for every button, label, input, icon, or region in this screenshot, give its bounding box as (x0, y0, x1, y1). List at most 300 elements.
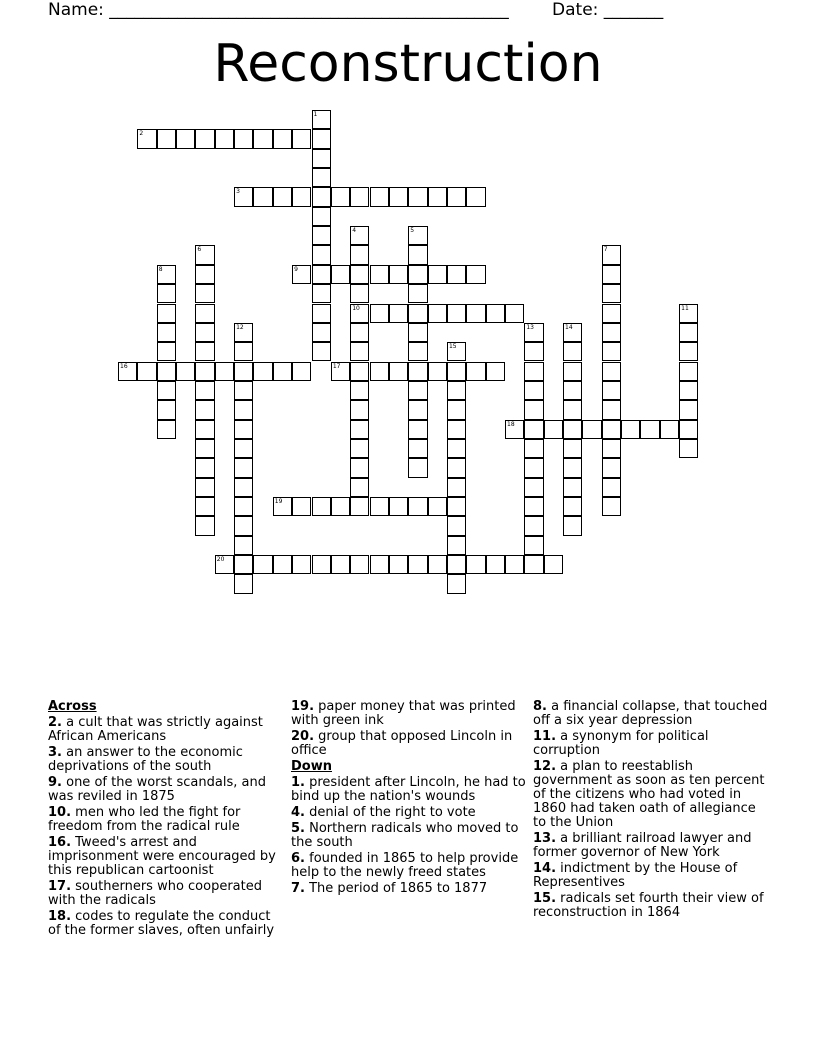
across-heading: Across (48, 699, 97, 714)
grid-cell[interactable] (447, 439, 466, 458)
clue-number-label: 5 (410, 227, 415, 235)
across-clues-part-2 (291, 700, 527, 758)
grid-cell[interactable] (370, 555, 389, 574)
grid-cell[interactable] (350, 478, 369, 497)
grid-cell[interactable] (408, 420, 427, 439)
clue-number: 10. (48, 805, 72, 820)
grid-cell[interactable] (234, 362, 253, 381)
clue-column-1 (48, 700, 284, 940)
down-clues-part-2 (533, 700, 769, 920)
grid-cell[interactable] (195, 400, 214, 419)
grid-cell[interactable] (602, 497, 621, 516)
grid-cell[interactable] (234, 536, 253, 555)
clue-number: 6. (291, 851, 305, 866)
grid-cell[interactable] (524, 555, 543, 574)
clue-text: founded in 1865 to help provide help to the newly freed states (291, 851, 519, 880)
grid-cell[interactable] (602, 284, 621, 303)
down-clues-part-1 (291, 776, 527, 896)
grid-cell[interactable] (370, 497, 389, 516)
grid-cell[interactable] (195, 458, 214, 477)
clue-text: group that opposed Lincoln in office (291, 729, 513, 758)
grid-cell[interactable] (215, 555, 234, 574)
grid-cell[interactable] (292, 129, 311, 148)
clue-number-label: 19 (274, 498, 283, 505)
grid-cell[interactable] (292, 187, 311, 206)
grid-cell[interactable] (428, 497, 447, 516)
grid-cell[interactable] (195, 342, 214, 361)
grid-cell[interactable] (389, 362, 408, 381)
grid-cell[interactable] (447, 304, 466, 323)
grid-cell[interactable] (563, 478, 582, 497)
across-clues-part-1 (48, 716, 284, 938)
clue-text: a brilliant railroad lawyer and former governor of New York (533, 831, 752, 860)
grid-cell[interactable] (234, 516, 253, 535)
grid-cell[interactable] (466, 555, 485, 574)
grid-cell[interactable] (563, 362, 582, 381)
grid-cell[interactable] (195, 265, 214, 284)
grid-cell[interactable] (679, 381, 698, 400)
clue-text: a cult that was strictly against African Americans (48, 715, 263, 744)
grid-cell[interactable] (447, 342, 466, 361)
grid-cell[interactable] (679, 420, 698, 439)
grid-cell[interactable] (253, 187, 272, 206)
grid-cell[interactable] (234, 458, 253, 477)
clue-text: codes to regulate the conduct of the former slaves, often unfairly (48, 909, 275, 938)
clue-number: 7. (291, 881, 305, 896)
clue-number-label: 13 (526, 323, 534, 331)
clue-number: 8. (533, 699, 547, 714)
grid-cell[interactable] (350, 420, 369, 439)
grid-cell[interactable] (428, 265, 447, 284)
clue-number-label: 20 (216, 556, 225, 564)
down-clue (291, 806, 527, 820)
grid-cell[interactable] (350, 226, 369, 245)
grid-cell[interactable] (428, 362, 447, 381)
grid-cell[interactable] (370, 265, 389, 284)
grid-cell[interactable] (524, 342, 543, 361)
grid-cell[interactable] (273, 555, 292, 574)
grid-cell[interactable] (234, 381, 253, 400)
grid-cell[interactable] (234, 129, 253, 148)
grid-cell[interactable] (312, 555, 331, 574)
grid-cell[interactable] (447, 362, 466, 381)
grid-cell[interactable] (524, 400, 543, 419)
grid-cell[interactable] (350, 458, 369, 477)
grid-cell[interactable] (505, 420, 524, 439)
clue-number-label: 12 (236, 323, 244, 331)
clue-number-label: 7 (603, 246, 608, 254)
grid-cell[interactable] (253, 555, 272, 574)
grid-cell[interactable] (157, 284, 176, 303)
grid-cell[interactable] (350, 342, 369, 361)
grid-cell[interactable] (234, 420, 253, 439)
grid-cell[interactable] (195, 420, 214, 439)
grid-cell[interactable] (350, 400, 369, 419)
grid-cell[interactable] (350, 304, 369, 323)
down-clue (533, 832, 769, 860)
across-clue (48, 910, 284, 938)
grid-cell[interactable] (234, 439, 253, 458)
grid-cell[interactable] (273, 187, 292, 206)
grid-cell[interactable] (563, 439, 582, 458)
grid-cell[interactable] (350, 362, 369, 381)
grid-cell[interactable] (292, 555, 311, 574)
grid-cell[interactable] (312, 168, 331, 187)
down-clue (291, 776, 527, 804)
grid-cell[interactable] (408, 187, 427, 206)
grid-cell[interactable] (157, 342, 176, 361)
grid-cell[interactable] (408, 265, 427, 284)
grid-cell[interactable] (350, 381, 369, 400)
grid-cell[interactable] (137, 129, 156, 148)
grid-cell[interactable] (137, 362, 156, 381)
grid-cell[interactable] (563, 400, 582, 419)
grid-cell[interactable] (524, 516, 543, 535)
grid-cell[interactable] (234, 497, 253, 516)
grid-cell[interactable] (447, 574, 466, 593)
grid-cell[interactable] (215, 362, 234, 381)
grid-cell[interactable] (350, 284, 369, 303)
grid-cell[interactable] (370, 362, 389, 381)
grid-cell[interactable] (195, 284, 214, 303)
grid-cell[interactable] (195, 129, 214, 148)
grid-cell[interactable] (408, 304, 427, 323)
grid-cell[interactable] (292, 362, 311, 381)
grid-cell[interactable] (408, 284, 427, 303)
grid-cell[interactable] (195, 516, 214, 535)
grid-cell[interactable] (408, 362, 427, 381)
grid-cell[interactable] (253, 129, 272, 148)
grid-cell[interactable] (679, 323, 698, 342)
clue-text: an answer to the economic deprivations of the south (48, 745, 243, 774)
grid-cell[interactable] (505, 555, 524, 574)
grid-cell[interactable] (524, 458, 543, 477)
clue-number: 15. (533, 891, 557, 906)
grid-cell[interactable] (312, 342, 331, 361)
grid-cell[interactable] (408, 555, 427, 574)
grid-cell[interactable] (428, 555, 447, 574)
grid-cell[interactable] (408, 497, 427, 516)
grid-cell[interactable] (563, 497, 582, 516)
grid-cell[interactable] (447, 497, 466, 516)
date-field[interactable]: Date: _______ (552, 0, 664, 20)
grid-cell[interactable] (195, 304, 214, 323)
clue-number-label: 3 (236, 188, 240, 196)
grid-cell[interactable] (389, 555, 408, 574)
page-title: Reconstruction (213, 34, 603, 94)
grid-cell[interactable] (602, 478, 621, 497)
grid-cell[interactable] (524, 536, 543, 555)
clue-text: one of the worst scandals, and was reviled in 1875 (48, 775, 266, 804)
grid-cell[interactable] (157, 381, 176, 400)
name-field[interactable]: Name: _______________________________________________ (48, 0, 509, 20)
clue-number-label: 16 (120, 362, 128, 370)
grid-cell[interactable] (350, 265, 369, 284)
grid-cell[interactable] (234, 400, 253, 419)
grid-cell[interactable] (331, 497, 350, 516)
grid-cell[interactable] (563, 342, 582, 361)
grid-cell[interactable] (679, 400, 698, 419)
grid-cell[interactable] (389, 304, 408, 323)
grid-cell[interactable] (505, 304, 524, 323)
grid-cell[interactable] (312, 284, 331, 303)
grid-cell[interactable] (466, 187, 485, 206)
clue-column-2 (291, 700, 527, 898)
grid-cell[interactable] (292, 497, 311, 516)
grid-cell[interactable] (602, 362, 621, 381)
down-heading: Down (291, 759, 332, 774)
grid-cell[interactable] (602, 458, 621, 477)
grid-cell[interactable] (292, 265, 311, 284)
grid-cell[interactable] (408, 381, 427, 400)
grid-cell[interactable] (350, 245, 369, 264)
grid-cell[interactable] (486, 362, 505, 381)
clue-text: denial of the right to vote (304, 805, 476, 820)
grid-cell[interactable] (234, 478, 253, 497)
grid-cell[interactable] (331, 362, 350, 381)
grid-cell[interactable] (660, 420, 679, 439)
grid-cell[interactable] (389, 187, 408, 206)
grid-cell[interactable] (524, 381, 543, 400)
grid-cell[interactable] (370, 304, 389, 323)
across-clue (48, 746, 284, 774)
grid-cell[interactable] (563, 381, 582, 400)
grid-cell[interactable] (679, 304, 698, 323)
clue-number-label: 17 (332, 362, 341, 370)
grid-cell[interactable] (486, 304, 505, 323)
clue-number: 12. (533, 759, 557, 774)
clue-text: The period of 1865 to 1877 (304, 881, 488, 896)
clue-text: a plan to reestablish government as soon as ten percent of the citizens who had voted in 1860 had taken oath of allegiance to the Union (533, 759, 765, 830)
grid-cell[interactable] (447, 555, 466, 574)
grid-cell[interactable] (273, 362, 292, 381)
down-clue (291, 822, 527, 850)
grid-cell[interactable] (408, 226, 427, 245)
down-clue (533, 862, 769, 890)
grid-cell[interactable] (312, 110, 331, 129)
grid-cell[interactable] (408, 245, 427, 264)
grid-cell[interactable] (234, 323, 253, 342)
grid-cell[interactable] (195, 245, 214, 264)
clue-number-label: 10 (352, 304, 360, 312)
clue-number-label: 11 (681, 304, 689, 312)
clue-number: 3. (48, 745, 62, 760)
grid-cell[interactable] (312, 245, 331, 264)
grid-cell[interactable] (679, 439, 698, 458)
clue-number-label: 6 (197, 246, 202, 254)
grid-cell[interactable] (331, 187, 350, 206)
down-clue (533, 760, 769, 830)
grid-cell[interactable] (273, 129, 292, 148)
grid-cell[interactable] (176, 129, 195, 148)
clue-number: 5. (291, 821, 305, 836)
grid-cell[interactable] (602, 245, 621, 264)
grid-cell[interactable] (466, 265, 485, 284)
grid-cell[interactable] (312, 304, 331, 323)
grid-cell[interactable] (157, 362, 176, 381)
down-clue (533, 892, 769, 920)
clue-number: 20. (291, 729, 315, 744)
grid-cell[interactable] (621, 420, 640, 439)
grid-cell[interactable] (331, 555, 350, 574)
grid-cell[interactable] (350, 323, 369, 342)
grid-cell[interactable] (408, 400, 427, 419)
clue-number: 17. (48, 879, 72, 894)
grid-cell[interactable] (253, 362, 272, 381)
across-clue (291, 730, 527, 758)
grid-cell[interactable] (524, 439, 543, 458)
grid-cell[interactable] (602, 381, 621, 400)
grid-cell[interactable] (234, 342, 253, 361)
grid-cell[interactable] (350, 497, 369, 516)
grid-cell[interactable] (563, 458, 582, 477)
grid-cell[interactable] (215, 129, 234, 148)
clue-text: Tweed's arrest and imprisonment were encouraged by this republican cartoonist (48, 835, 276, 878)
grid-cell[interactable] (157, 304, 176, 323)
grid-cell[interactable] (408, 439, 427, 458)
grid-cell[interactable] (408, 458, 427, 477)
grid-cell[interactable] (273, 497, 292, 516)
grid-cell[interactable] (428, 187, 447, 206)
clue-number-label: 2 (139, 130, 144, 138)
clue-number: 2. (48, 715, 62, 730)
grid-cell[interactable] (447, 536, 466, 555)
grid-cell[interactable] (408, 323, 427, 342)
clue-text: a financial collapse, that touched off a six year depression (533, 699, 768, 728)
grid-cell[interactable] (602, 342, 621, 361)
clue-text: paper money that was printed with green ink (291, 699, 516, 728)
grid-cell[interactable] (602, 420, 621, 439)
clue-number-label: 4 (352, 227, 357, 235)
grid-cell[interactable] (602, 265, 621, 284)
grid-cell[interactable] (447, 265, 466, 284)
clue-number: 19. (291, 699, 315, 714)
grid-cell[interactable] (195, 497, 214, 516)
grid-cell[interactable] (176, 362, 195, 381)
grid-cell[interactable] (524, 323, 543, 342)
grid-cell[interactable] (408, 342, 427, 361)
grid-cell[interactable] (447, 516, 466, 535)
clue-number: 1. (291, 775, 305, 790)
grid-cell[interactable] (350, 555, 369, 574)
grid-cell[interactable] (157, 265, 176, 284)
grid-cell[interactable] (312, 129, 331, 148)
grid-cell[interactable] (234, 574, 253, 593)
clue-number-label: 15 (448, 343, 457, 351)
grid-cell[interactable] (602, 323, 621, 342)
grid-cell[interactable] (447, 400, 466, 419)
grid-cell[interactable] (602, 439, 621, 458)
grid-cell[interactable] (428, 304, 447, 323)
clue-number-label: 9 (294, 265, 298, 273)
grid-cell[interactable] (350, 187, 369, 206)
grid-cell[interactable] (312, 187, 331, 206)
clue-number-label: 18 (507, 420, 515, 428)
grid-cell[interactable] (157, 323, 176, 342)
grid-cell[interactable] (157, 400, 176, 419)
grid-cell[interactable] (679, 342, 698, 361)
across-clue (48, 880, 284, 908)
clue-number-label: 1 (313, 111, 318, 118)
clue-number-label: 14 (565, 323, 573, 331)
grid-cell[interactable] (524, 362, 543, 381)
grid-cell[interactable] (486, 555, 505, 574)
clue-text: president after Lincoln, he had to bind up the nation's wounds (291, 775, 526, 804)
grid-cell[interactable] (312, 226, 331, 245)
grid-cell[interactable] (157, 420, 176, 439)
down-clue (291, 852, 527, 880)
grid-cell[interactable] (602, 304, 621, 323)
grid-cell[interactable] (312, 323, 331, 342)
grid-cell[interactable] (312, 497, 331, 516)
clue-column-3 (533, 700, 769, 922)
grid-cell[interactable] (157, 129, 176, 148)
grid-cell[interactable] (312, 149, 331, 168)
grid-cell[interactable] (195, 478, 214, 497)
grid-cell[interactable] (195, 381, 214, 400)
clue-text: men who led the fight for freedom from the radical rule (48, 805, 241, 834)
clue-text: Northern radicals who moved to the south (291, 821, 519, 850)
grid-cell[interactable] (389, 497, 408, 516)
grid-cell[interactable] (447, 187, 466, 206)
grid-cell[interactable] (563, 420, 582, 439)
clue-text: radicals set fourth their view of reconstruction in 1864 (533, 891, 764, 920)
clue-number: 13. (533, 831, 557, 846)
grid-cell[interactable] (524, 420, 543, 439)
grid-cell[interactable] (312, 207, 331, 226)
grid-cell[interactable] (234, 187, 253, 206)
clue-text: a synonym for political corruption (533, 729, 709, 758)
grid-cell[interactable] (447, 478, 466, 497)
grid-cell[interactable] (544, 420, 563, 439)
grid-cell[interactable] (640, 420, 659, 439)
grid-cell[interactable] (195, 323, 214, 342)
clue-number: 11. (533, 729, 557, 744)
grid-cell[interactable] (195, 439, 214, 458)
grid-cell[interactable] (118, 362, 137, 381)
grid-cell[interactable] (447, 381, 466, 400)
grid-cell[interactable] (447, 458, 466, 477)
down-clue (291, 882, 527, 896)
clue-number: 14. (533, 861, 557, 876)
grid-cell[interactable] (389, 265, 408, 284)
grid-cell[interactable] (563, 323, 582, 342)
grid-cell[interactable] (524, 478, 543, 497)
clue-number-label: 8 (158, 265, 163, 273)
grid-cell[interactable] (466, 304, 485, 323)
grid-cell[interactable] (350, 439, 369, 458)
grid-cell[interactable] (234, 555, 253, 574)
across-clue (291, 700, 527, 728)
grid-cell[interactable] (582, 420, 601, 439)
down-clue (533, 730, 769, 758)
grid-cell[interactable] (524, 497, 543, 516)
across-clue (48, 836, 284, 878)
clue-number: 18. (48, 909, 72, 924)
grid-cell[interactable] (602, 400, 621, 419)
grid-cell[interactable] (679, 362, 698, 381)
grid-cell[interactable] (331, 265, 350, 284)
clue-number: 4. (291, 805, 305, 820)
grid-cell[interactable] (544, 555, 563, 574)
grid-cell[interactable] (447, 420, 466, 439)
name-date-line (48, 0, 768, 24)
grid-cell[interactable] (370, 187, 389, 206)
grid-cell[interactable] (195, 362, 214, 381)
grid-cell[interactable] (563, 516, 582, 535)
grid-cell[interactable] (312, 265, 331, 284)
grid-cell[interactable] (466, 362, 485, 381)
